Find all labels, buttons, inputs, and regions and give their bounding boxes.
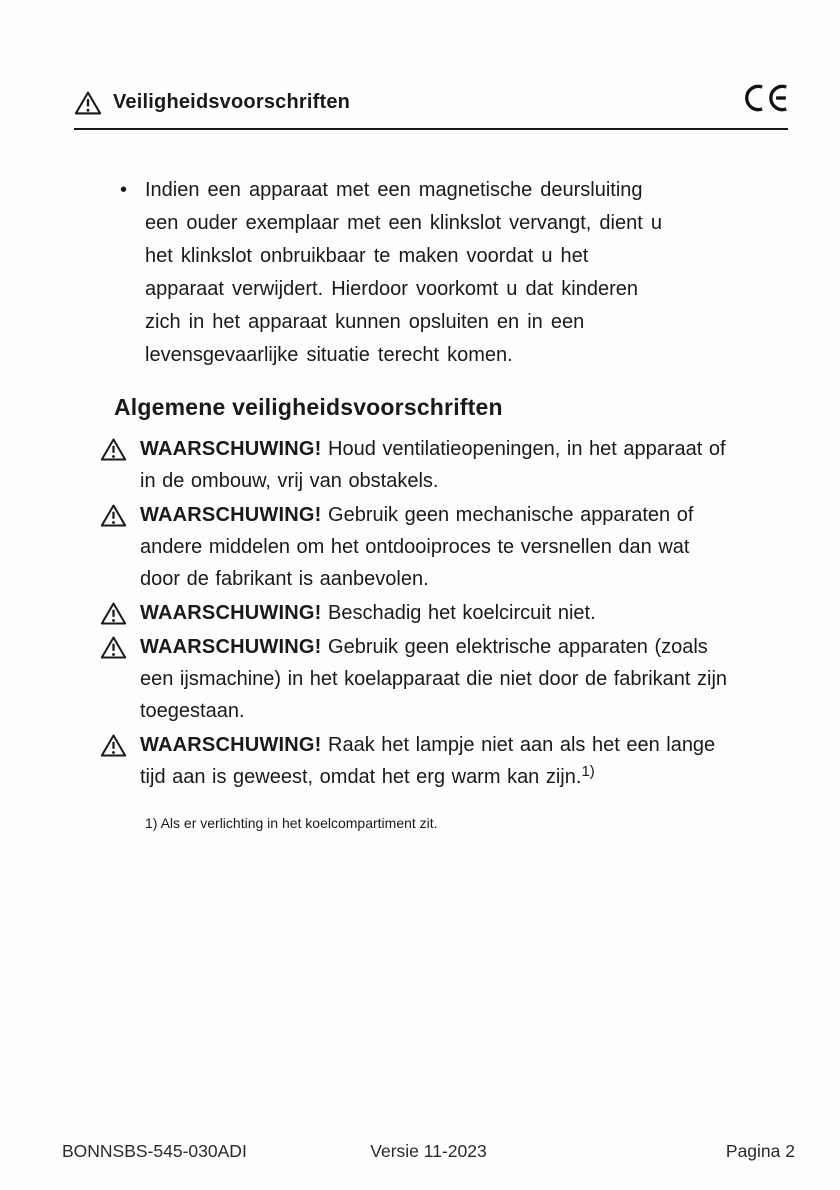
intro-bullet-text: Indien een apparaat met een magnetische deursluiting een ouder exemplaar met een klinkslot vervangt, dient u het klinkslot onbruikbaar te maken voordat u het apparaat verwijdert. Hierdoor voorkomt u dat kinderen zich in het apparaat kunnen opsluiten en in een levensgevaarlijke situatie terecht komen.	[145, 179, 662, 366]
intro-bullet-item	[120, 174, 665, 372]
header-title-group	[74, 90, 350, 116]
warning-label: WAARSCHUWING!	[140, 602, 322, 624]
warning-text: Gebruik geen elektrische apparaten (zoals een ijsmachine) in het koelapparaat die niet door de fabrikant zijn toegestaan.	[140, 636, 728, 722]
warning-triangle-icon	[100, 499, 128, 528]
section-heading: Algemene veiligheidsvoorschriften	[114, 394, 503, 420]
warning-triangle-icon	[100, 433, 128, 462]
warning-label: WAARSCHUWING!	[140, 504, 322, 526]
footnote: 1) Als er verlichting in het koelcompartiment zit.	[145, 815, 438, 831]
ce-mark-icon	[738, 82, 790, 119]
warning-item	[100, 433, 728, 497]
page-footer	[62, 1141, 795, 1162]
page-title: Veiligheidsvoorschriften	[113, 91, 351, 113]
warning-label: WAARSCHUWING!	[140, 636, 322, 658]
footer-version: Versie 11-2023	[370, 1141, 487, 1161]
warning-triangle-icon	[74, 90, 102, 116]
page-header	[74, 86, 790, 119]
warning-label: WAARSCHUWING!	[140, 734, 322, 756]
warning-text-block	[140, 597, 728, 629]
warning-text: Gebruik geen mechanische apparaten of andere middelen om het ontdooiproces te versnellen dan wat door de fabrikant is aanbevolen.	[140, 504, 694, 590]
warning-item	[100, 499, 728, 595]
warning-item	[100, 729, 728, 793]
header-divider	[74, 128, 788, 130]
warning-text-block	[140, 729, 728, 793]
bullet-icon: •	[120, 179, 128, 201]
warning-label: WAARSCHUWING!	[140, 438, 322, 460]
warning-text-block	[140, 631, 728, 727]
warning-text: Houd ventilatieopeningen, in het apparaat of in de ombouw, vrij van obstakels.	[140, 438, 726, 492]
footnote-reference: 1)	[581, 763, 595, 780]
warning-text: Beschadig het koelcircuit niet.	[328, 602, 596, 624]
warning-item	[100, 597, 728, 629]
warning-triangle-icon	[100, 631, 128, 660]
warning-text-block	[140, 433, 728, 497]
warning-text-block	[140, 499, 728, 595]
warning-triangle-icon	[100, 597, 128, 626]
page-body	[0, 174, 840, 831]
warning-text: Raak het lampje niet aan als het een lange tijd aan is geweest, omdat het erg warm kan zijn.	[140, 734, 716, 788]
warning-triangle-icon	[100, 729, 128, 758]
footer-document-code: BONNSBS-545-030ADI	[62, 1141, 247, 1161]
warning-item	[100, 631, 728, 727]
footer-page-number: Pagina 2	[725, 1141, 795, 1161]
